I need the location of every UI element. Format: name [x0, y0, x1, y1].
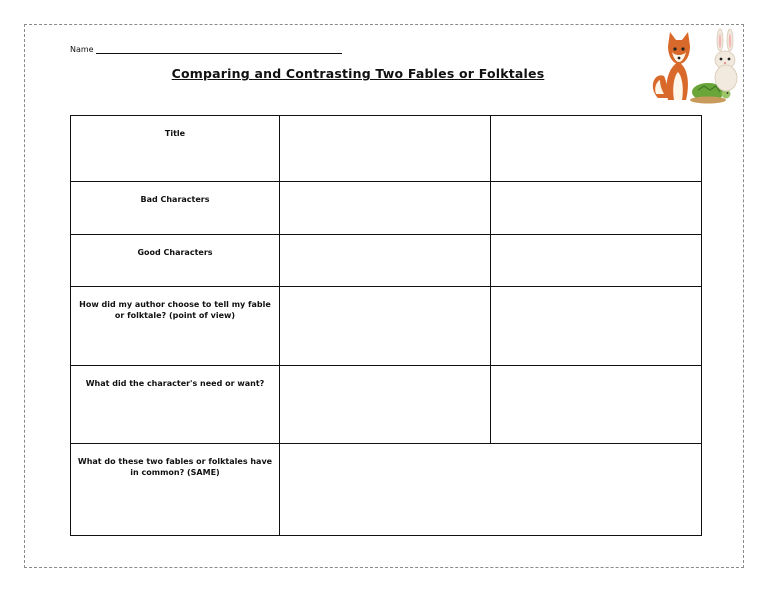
in-common-cell[interactable]	[280, 444, 702, 536]
table-row	[71, 116, 702, 182]
fox-rabbit-turtle-clipart-icon	[650, 28, 742, 106]
table-row	[71, 444, 702, 536]
row-label-good-characters: Good Characters	[71, 235, 280, 287]
table-row	[71, 287, 702, 366]
fable-1-good-characters-cell[interactable]	[280, 235, 491, 287]
fable-2-good-characters-cell[interactable]	[491, 235, 702, 287]
row-label-title: Title	[71, 116, 280, 182]
row-label-point-of-view: How did my author choose to tell my fable or folktale? (point of view)	[71, 287, 280, 366]
name-label: Name	[70, 45, 94, 54]
row-label-bad-characters: Bad Characters	[71, 182, 280, 235]
fable-1-title-cell[interactable]	[280, 116, 491, 182]
name-field[interactable]	[70, 44, 342, 54]
fable-2-bad-characters-cell[interactable]	[491, 182, 702, 235]
fable-2-character-need-cell[interactable]	[491, 366, 702, 444]
table-row	[71, 182, 702, 235]
page-title: Comparing and Contrasting Two Fables or Folktales	[171, 66, 545, 81]
table-row	[71, 235, 702, 287]
comparison-table	[70, 115, 702, 536]
row-label-in-common: What do these two fables or folktales have in common? (SAME)	[71, 444, 280, 536]
fable-1-point-of-view-cell[interactable]	[280, 287, 491, 366]
name-underline[interactable]	[96, 44, 342, 54]
fable-2-point-of-view-cell[interactable]	[491, 287, 702, 366]
fable-1-bad-characters-cell[interactable]	[280, 182, 491, 235]
table-row	[71, 366, 702, 444]
fable-1-character-need-cell[interactable]	[280, 366, 491, 444]
fable-2-title-cell[interactable]	[491, 116, 702, 182]
row-label-character-need: What did the character's need or want?	[71, 366, 280, 444]
